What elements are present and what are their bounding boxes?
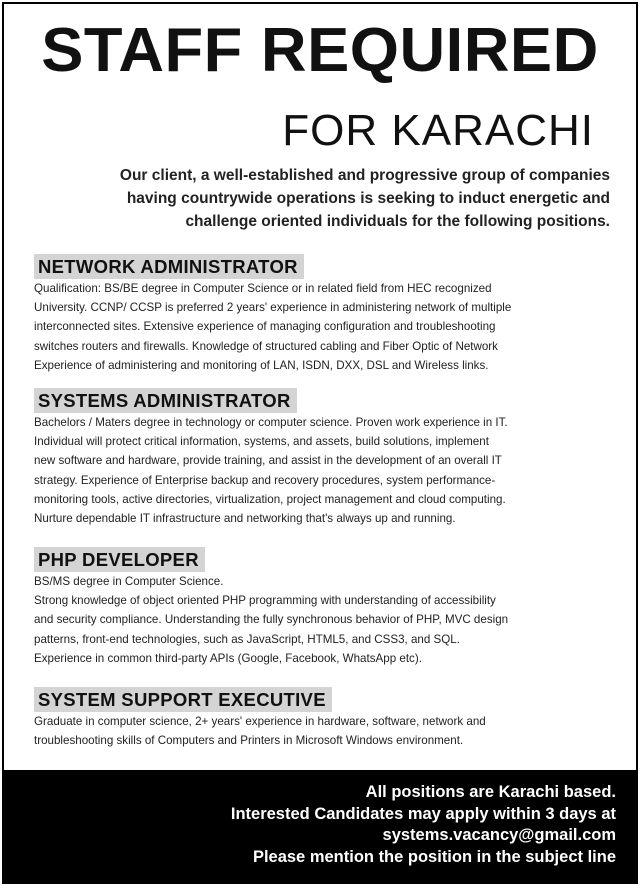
- description-line: Strong knowledge of object oriented PHP programming with understanding of accessibility: [34, 594, 496, 608]
- location-note: All positions are Karachi based.: [365, 783, 616, 801]
- position-systems-administrator: [34, 388, 622, 528]
- description-line: BS/MS degree in Computer Science.: [34, 575, 224, 588]
- intro-line: Our client, a well-established and progressive group of companies: [119, 167, 610, 184]
- position-title: NETWORK ADMINISTRATOR: [34, 254, 304, 279]
- position-network-administrator: [34, 254, 622, 375]
- position-title: SYSTEM SUPPORT EXECUTIVE: [34, 687, 332, 712]
- description-line: Nurture dependable IT infrastructure and networking that's always up and running.: [34, 512, 456, 526]
- position-title: SYSTEMS ADMINISTRATOR: [34, 388, 297, 413]
- description-line: Experience of administering and monitoring of LAN, ISDN, DXX, DSL and Wireless links.: [34, 358, 489, 372]
- apply-instruction: Interested Candidates may apply within 3 days at: [230, 804, 616, 823]
- intro-paragraph: [44, 164, 610, 233]
- position-system-support-executive: [34, 687, 622, 750]
- description-line: patterns, front-end technologies, such as JavaScript, HTML5, and CSS3, and SQL.: [34, 632, 460, 646]
- intro-line: having countrywide operations is seeking to induct energetic and: [126, 190, 610, 207]
- description-line: Individual will protect critical information, systems, and assets, build solutions, implement: [34, 435, 489, 449]
- job-advertisement: [2, 2, 638, 884]
- contact-footer: [4, 770, 636, 882]
- description-line: University. CCNP/ CCSP is preferred 2 years' experience in administering network of multiple: [34, 301, 512, 315]
- position-description: [34, 712, 622, 750]
- position-description: [34, 413, 622, 528]
- position-description: [34, 572, 622, 668]
- position-php-developer: [34, 547, 622, 668]
- description-line: interconnected sites. Extensive experience of managing configuration and troubleshooting: [34, 320, 496, 334]
- description-line: strategy. Experience of Enterprise backup and recovery procedures, system performance-: [34, 473, 496, 487]
- description-line: switches routers and firewalls. Knowledge of structured cabling and Fiber Optic of Network: [34, 339, 498, 353]
- contact-details: [231, 782, 616, 868]
- description-line: Bachelors / Maters degree in technology or computer science. Proven work experience in IT.: [34, 416, 508, 429]
- description-line: Experience in common third-party APIs (Google, Facebook, WhatsApp etc).: [34, 651, 422, 665]
- description-line: new software and hardware, provide training, and assist in the development of an overall IT: [34, 454, 502, 468]
- description-line: troubleshooting skills of Computers and Printers in Microsoft Windows environment.: [34, 734, 464, 748]
- subject-line-note: Please mention the position in the subject line: [252, 847, 616, 866]
- description-line: monitoring tools, active directories, virtualization, project management and cloud computing.: [34, 492, 506, 506]
- page-title: STAFF REQUIRED: [41, 16, 599, 85]
- intro-line: challenge oriented individuals for the following positions.: [185, 213, 610, 230]
- position-title: PHP DEVELOPER: [34, 547, 205, 572]
- location-subtitle: FOR KARACHI: [282, 106, 594, 155]
- description-line: Graduate in computer science, 2+ years' experience in hardware, software, network and: [34, 715, 486, 728]
- description-line: and security compliance. Understanding the fully synchronous behavior of PHP, MVC design: [34, 613, 509, 627]
- contact-email[interactable]: systems.vacancy@gmail.com: [382, 826, 616, 844]
- description-line: Qualification: BS/BE degree in Computer Science or in related field from HEC recognized: [34, 282, 492, 295]
- position-description: [34, 279, 622, 375]
